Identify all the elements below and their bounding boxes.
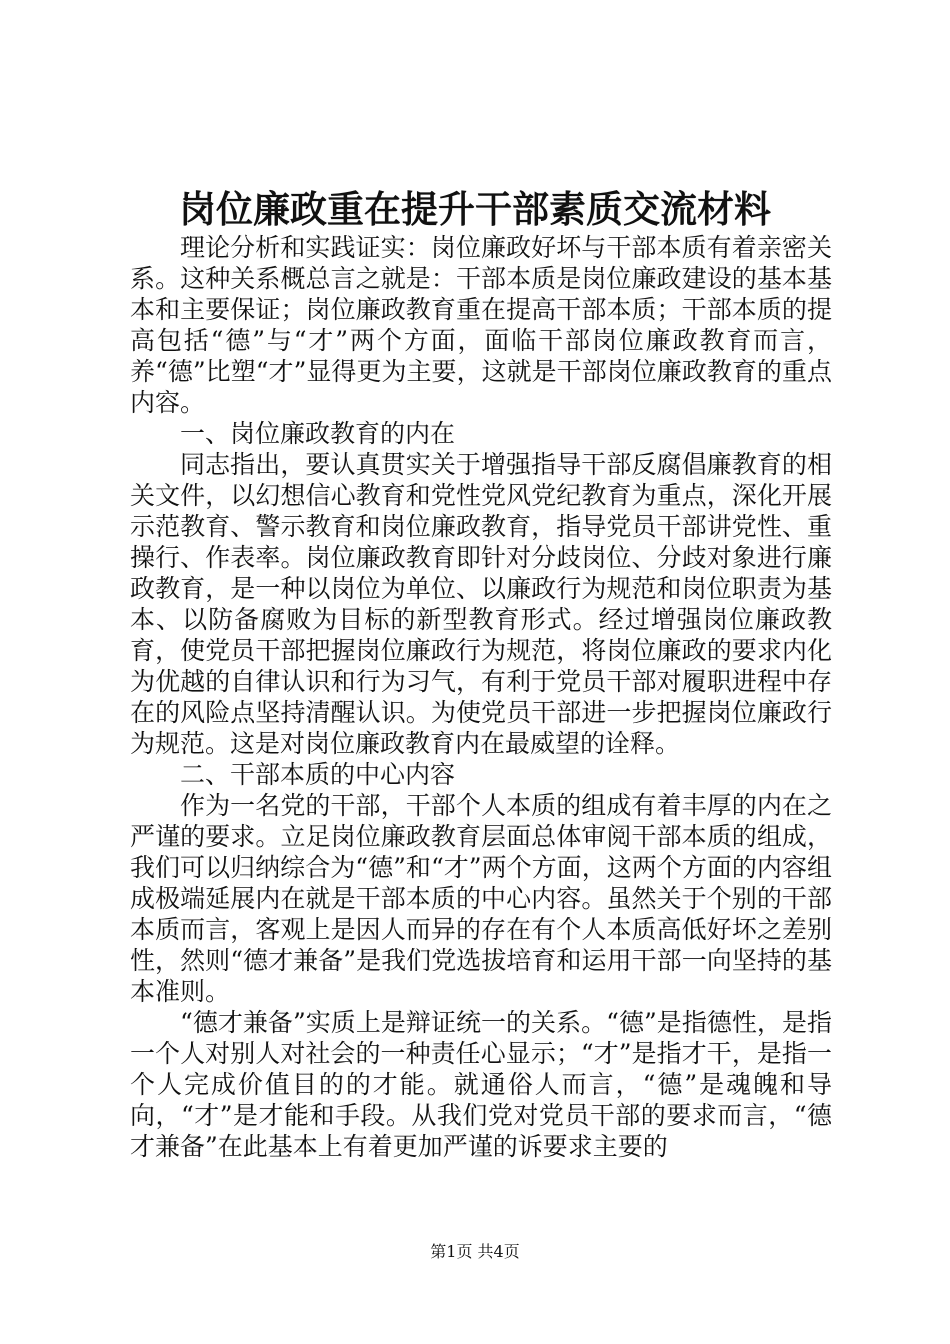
document-title: 岗位廉政重在提升干部素质交流材料 bbox=[179, 187, 771, 231]
section-heading-1: 一、岗位廉政教育的内在 bbox=[180, 419, 456, 448]
paragraph-intro: 理论分析和实践证实：岗位廉政好坏与干部本质有着亲密关系。这种关系概总言之就是：干部本质是岗位廉政建设的基本基本和主要保证；岗位廉政教育重在提高干部本质；干部本质的提高包括“德”与“才”两个方面，面临干部岗位廉政教育而言，养“德”比塑“才”显得更为主要，这就是干部岗位廉政教育的重点内容。 bbox=[130, 233, 832, 417]
paragraph-section-2: 作为一名党的干部，干部个人本质的组成有着丰厚的内在之严谨的要求。立足岗位廉政教育层面总体审阅干部本质的组成，我们可以归纳综合为“德”和“才”两个方面，这两个方面的内容组成极端延展内在就是干部本质的中心内容。虽然关于个别的干部本质而言，客观上是因人而异的存在有个人本质高低好坏之差别性，然则“德才兼备”是我们党选拔培育和运用干部一向坚持的基本准则。 bbox=[130, 791, 832, 1006]
paragraph-section-1: 同志指出，要认真贯实关于增强指导干部反腐倡廉教育的相关文件，以幻想信心教育和党性党风党纪教育为重点，深化开展示范教育、警示教育和岗位廉政教育，指导党员干部讲党性、重操行、作表率。岗位廉政教育即针对分歧岗位、分歧对象进行廉政教育，是一种以岗位为单位、以廉政行为规范和岗位职责为基本、以防备腐败为目标的新型教育形式。经过增强岗位廉政教育，使党员干部把握岗位廉政行为规范，将岗位廉政的要求内化为优越的自律认识和行为习气，有利于党员干部对履职进程中存在的风险点坚持清醒认识。为使党员干部进一步把握岗位廉政行为规范。这是对岗位廉政教育内在最威望的诠释。 bbox=[130, 450, 832, 758]
document-body bbox=[130, 232, 832, 1162]
paragraph-section-2b: “德才兼备”实质上是辩证统一的关系。“德”是指德性，是指一个人对别人对社会的一种责任心显示；“才”是指才干，是指一个人完成价值目的的才能。就通俗人而言，“德”是魂魄和导向，“才”是才能和手段。从我们党对党员干部的要求而言，“德才兼备”在此基本上有着更加严谨的诉要求主要的 bbox=[130, 1008, 832, 1161]
section-heading-2: 二、干部本质的中心内容 bbox=[180, 760, 456, 789]
page-number-footer: 第1页 共4页 bbox=[430, 1242, 520, 1261]
